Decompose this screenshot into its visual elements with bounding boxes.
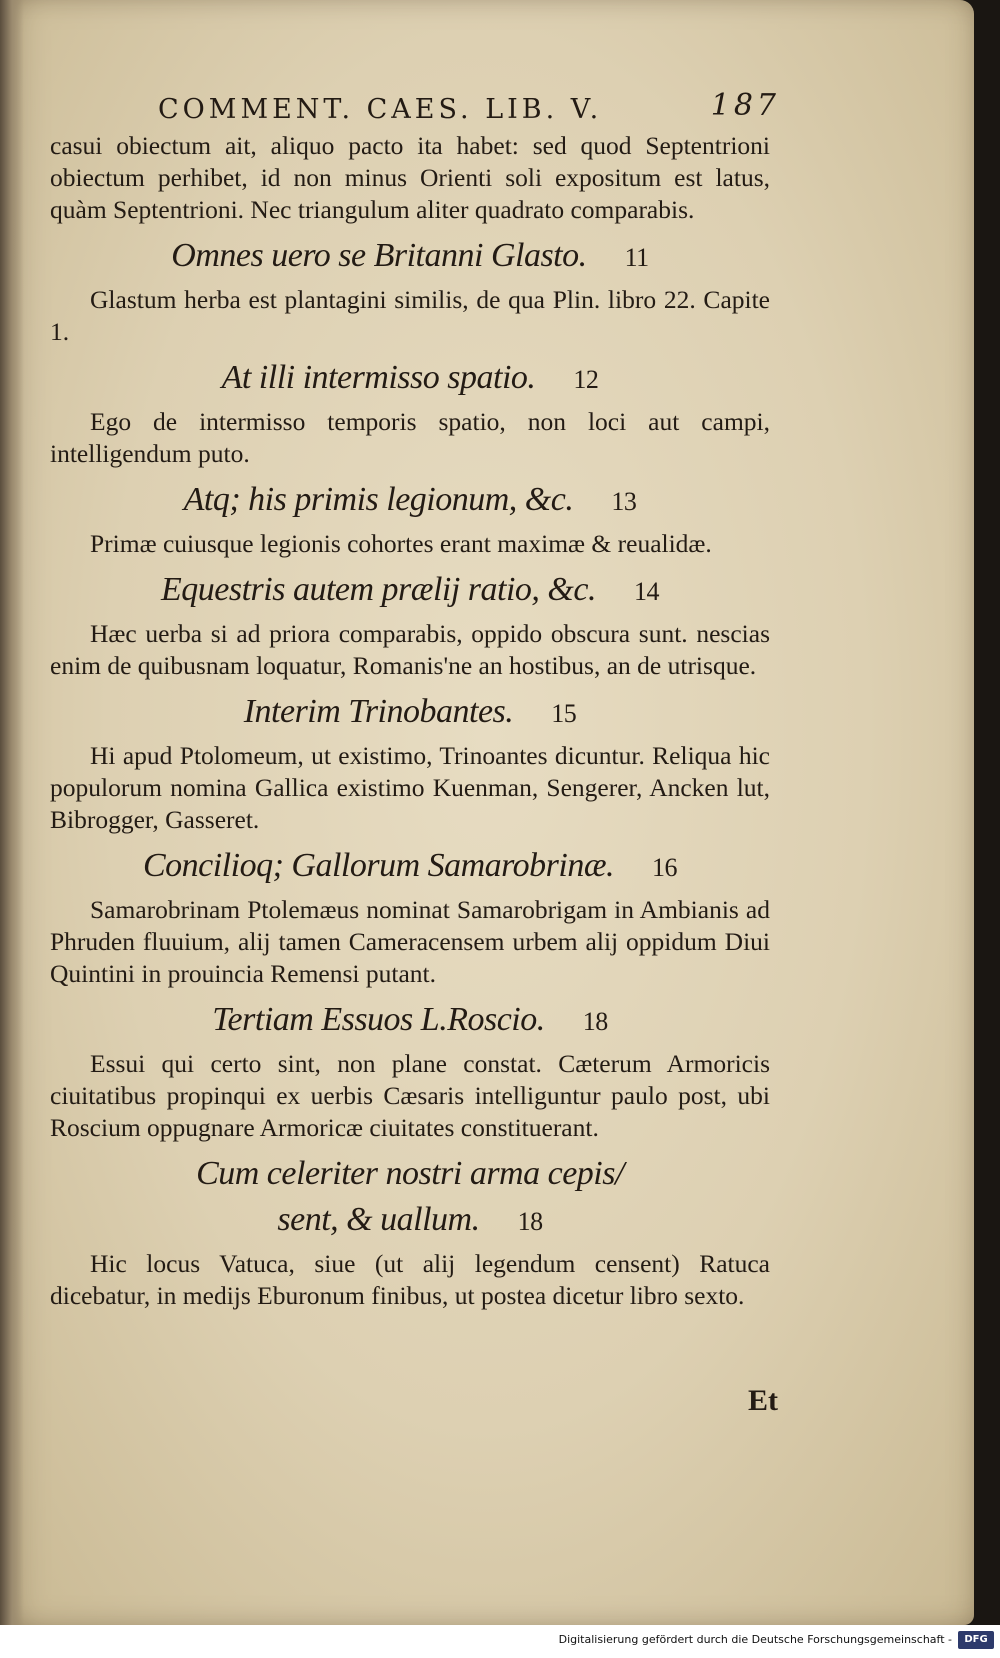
- heading-text: Cum celeriter nostri arma cepis/: [196, 1155, 624, 1192]
- paragraph: Primæ cuiusque legionis cohortes erant maximæ & reualidæ.: [90, 529, 712, 558]
- section-heading: [50, 480, 770, 522]
- heading-text: Concilioq; Gallorum Samarobrinæ.: [142, 847, 615, 884]
- section-number: 13: [611, 487, 637, 516]
- heading-text: Equestris autem prælij ratio, &c.: [161, 571, 596, 608]
- section-number: 15: [551, 699, 577, 728]
- dfg-logo: DFG: [958, 1631, 994, 1649]
- catchword: Et: [748, 1384, 778, 1417]
- paragraph: casui obiectum ait, aliquo pacto ita habet: sed quod Septentrioni obiectum perhibet, id non minus Orienti soli expositum est latus, quàm Septentrioni. Nec triangulum aliter quadrato comparabis.: [50, 131, 770, 224]
- paragraph: Hæc uerba si ad priora comparabis, oppido obscura sunt. nescias enim de quibusnam loquatur, Romanis'ne an hostibus, an de utrisque.: [50, 619, 770, 680]
- section-number: 18: [517, 1207, 543, 1236]
- digitization-footer: [0, 1625, 1000, 1658]
- heading-text: At illi intermisso spatio.: [221, 359, 536, 396]
- section-number: 11: [624, 243, 649, 272]
- paragraph: Ego de intermisso temporis spatio, non loci aut campi, intelligendum puto.: [50, 407, 770, 468]
- paragraph: Essui qui certo sint, non plane constat. Cæterum Armoricis ciuitatibus propinqui ex uerbis Cæsaris intelliguntur paulo post, ubi Roscium oppugnare Armoricæ ciuitates constituerant.: [50, 1049, 770, 1142]
- page-number: 187: [710, 88, 780, 123]
- heading-text: Tertiam Essuos L.Roscio.: [212, 1001, 545, 1038]
- section-number: 12: [573, 365, 599, 394]
- footer-credit: Digitalisierung gefördert durch die Deutsche Forschungsgemeinschaft -: [558, 1633, 952, 1646]
- heading-text: Atq; his primis legionum, &c.: [183, 481, 574, 518]
- section-number: 14: [633, 577, 659, 606]
- section-number: 18: [582, 1007, 608, 1036]
- section-heading: [50, 358, 770, 400]
- heading-text: sent, & uallum.: [277, 1201, 480, 1238]
- section-heading: [50, 236, 770, 278]
- running-title: COMMENT. CAES. LIB. V.: [158, 94, 603, 125]
- paragraph: Hic locus Vatuca, siue (ut alij legendum censent) Ratuca dicebatur, in medijs Eburonum finibus, ut postea dicetur libro sexto.: [50, 1249, 770, 1310]
- section-heading: [50, 1000, 770, 1042]
- heading-text: Interim Trinobantes.: [243, 693, 514, 730]
- running-head: [50, 86, 780, 130]
- heading-text: Omnes uero se Britanni Glasto.: [171, 237, 587, 274]
- paragraph: Hi apud Ptolomeum, ut existimo, Trinoantes dicuntur. Reliqua hic populorum nomina Gallica existimo Kuenman, Sengerer, Ancken lut, Bibrogger, Gasseret.: [50, 741, 770, 834]
- section-number: 16: [652, 853, 678, 882]
- section-heading: [50, 846, 770, 888]
- section-heading: [50, 1154, 770, 1194]
- section-heading: [50, 692, 770, 734]
- paragraph: Glastum herba est plantagini similis, de qua Plin. libro 22. Capite 1.: [50, 285, 770, 346]
- section-heading: [50, 570, 770, 612]
- section-heading-continuation: [50, 1200, 770, 1242]
- paragraph: Samarobrinam Ptolemæus nominat Samarobrigam in Ambianis ad Phruden fluuium, alij tamen Cameracensem urbem alij oppidum Diui Quintini in prouincia Remensi putant.: [50, 895, 770, 988]
- text-block: [50, 86, 780, 1312]
